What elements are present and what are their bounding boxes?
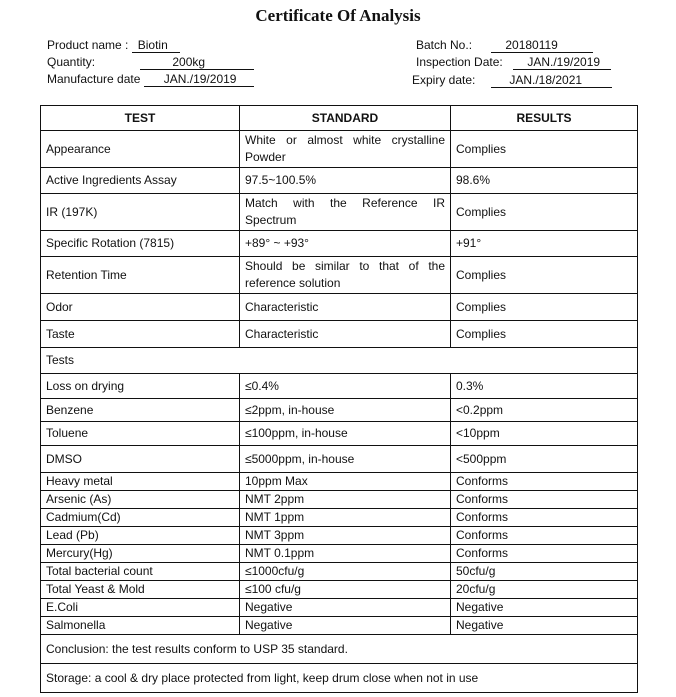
table-row <box>41 527 638 545</box>
standard-cell: Characteristic <box>240 294 451 321</box>
inspection-date-label: Inspection Date: <box>416 55 503 69</box>
test-cell: Odor <box>41 294 240 321</box>
standard-cell: 97.5~100.5% <box>240 168 451 194</box>
standard-cell: Characteristic <box>240 321 451 348</box>
result-cell: 20cfu/g <box>451 581 638 599</box>
storage-row <box>41 664 638 693</box>
result-cell: 50cfu/g <box>451 563 638 581</box>
storage-text: Storage: a cool & dry place protected from light, keep drum close when not in use <box>41 664 638 693</box>
table-row <box>41 617 638 635</box>
result-cell: Complies <box>451 194 638 231</box>
section-label: Tests <box>41 348 638 374</box>
standard-cell: NMT 1ppm <box>240 509 451 527</box>
result-cell: Complies <box>451 131 638 168</box>
standard-cell: Match with the Reference IR Spectrum <box>240 194 451 231</box>
table-row <box>41 194 638 231</box>
result-cell: Conforms <box>451 473 638 491</box>
standard-cell: NMT 3ppm <box>240 527 451 545</box>
standard-cell: ≤2ppm, in-house <box>240 399 451 422</box>
expiry-date-value: JAN./18/2021 <box>491 74 612 88</box>
result-cell: Complies <box>451 257 638 294</box>
table-row <box>41 563 638 581</box>
test-cell: Total bacterial count <box>41 563 240 581</box>
test-cell: Retention Time <box>41 257 240 294</box>
standard-cell: Negative <box>240 617 451 635</box>
test-cell: DMSO <box>41 446 240 473</box>
standard-cell: +89° ~ +93° <box>240 231 451 257</box>
result-cell: <500ppm <box>451 446 638 473</box>
test-cell: Benzene <box>41 399 240 422</box>
quantity-value: 200kg <box>140 56 254 70</box>
manufacture-date-field <box>47 72 254 87</box>
test-cell: IR (197K) <box>41 194 240 231</box>
table-row <box>41 374 638 399</box>
table-row <box>41 446 638 473</box>
table-row <box>41 294 638 321</box>
manufacture-date-value: JAN./19/2019 <box>144 73 254 87</box>
result-cell: <10ppm <box>451 422 638 446</box>
test-cell: Specific Rotation (7815) <box>41 231 240 257</box>
table-row <box>41 491 638 509</box>
standard-cell: Should be similar to that of the reference solution <box>240 257 451 294</box>
table-row <box>41 581 638 599</box>
table-row <box>41 131 638 168</box>
test-cell: Heavy metal <box>41 473 240 491</box>
conclusion-text: Conclusion: the test results conform to USP 35 standard. <box>41 635 638 664</box>
table-row <box>41 399 638 422</box>
result-cell: Complies <box>451 294 638 321</box>
inspection-date-value: JAN./19/2019 <box>513 56 611 70</box>
standard-cell: NMT 0.1ppm <box>240 545 451 563</box>
table-row <box>41 231 638 257</box>
expiry-date-label: Expiry date: <box>412 73 476 87</box>
table-row <box>41 473 638 491</box>
test-cell: Lead (Pb) <box>41 527 240 545</box>
test-cell: Taste <box>41 321 240 348</box>
result-cell: 0.3% <box>451 374 638 399</box>
standard-cell: 10ppm Max <box>240 473 451 491</box>
table-header-row <box>41 106 638 131</box>
batch-no-label: Batch No.: <box>416 38 473 52</box>
test-cell: Total Yeast & Mold <box>41 581 240 599</box>
standard-cell: ≤0.4% <box>240 374 451 399</box>
standard-cell: Negative <box>240 599 451 617</box>
document-title: Certificate Of Analysis <box>255 6 421 25</box>
standard-cell: ≤5000ppm, in-house <box>240 446 451 473</box>
batch-no-value: 20180119 <box>491 39 593 53</box>
test-cell: E.Coli <box>41 599 240 617</box>
table-row <box>41 422 638 446</box>
test-cell: Active Ingredients Assay <box>41 168 240 194</box>
result-cell: Negative <box>451 599 638 617</box>
result-cell: 98.6% <box>451 168 638 194</box>
test-cell: Toluene <box>41 422 240 446</box>
test-cell: Salmonella <box>41 617 240 635</box>
result-cell: Complies <box>451 321 638 348</box>
standard-cell: ≤100 cfu/g <box>240 581 451 599</box>
test-cell: Arsenic (As) <box>41 491 240 509</box>
batch-no-field <box>416 38 593 53</box>
test-cell: Loss on drying <box>41 374 240 399</box>
analysis-table <box>40 105 638 693</box>
test-cell: Cadmium(Cd) <box>41 509 240 527</box>
conclusion-row <box>41 635 638 664</box>
result-cell: Negative <box>451 617 638 635</box>
col-header-standard: STANDARD <box>240 106 451 131</box>
table-row <box>41 168 638 194</box>
table-row <box>41 321 638 348</box>
product-name-field <box>47 38 180 53</box>
product-name-value: Biotin <box>132 39 180 53</box>
inspection-date-field <box>416 55 611 70</box>
result-cell: +91° <box>451 231 638 257</box>
table-row <box>41 599 638 617</box>
analysis-table-wrap <box>40 105 637 693</box>
manufacture-date-label: Manufacture date <box>47 72 141 86</box>
standard-cell: NMT 2ppm <box>240 491 451 509</box>
table-row <box>41 509 638 527</box>
quantity-label: Quantity: <box>47 55 96 69</box>
result-cell: Conforms <box>451 509 638 527</box>
table-row <box>41 545 638 563</box>
standard-cell: ≤1000cfu/g <box>240 563 451 581</box>
table-row <box>41 257 638 294</box>
col-header-results: RESULTS <box>451 106 638 131</box>
result-cell: <0.2ppm <box>451 399 638 422</box>
result-cell: Conforms <box>451 545 638 563</box>
expiry-date-field <box>412 73 612 88</box>
col-header-test: TEST <box>41 106 240 131</box>
standard-cell: White or almost white crystalline Powder <box>240 131 451 168</box>
result-cell: Conforms <box>451 491 638 509</box>
product-name-label: Product name : <box>47 38 129 52</box>
test-cell: Appearance <box>41 131 240 168</box>
result-cell: Conforms <box>451 527 638 545</box>
quantity-field <box>47 55 254 70</box>
test-cell: Mercury(Hg) <box>41 545 240 563</box>
section-row <box>41 348 638 374</box>
standard-cell: ≤100ppm, in-house <box>240 422 451 446</box>
